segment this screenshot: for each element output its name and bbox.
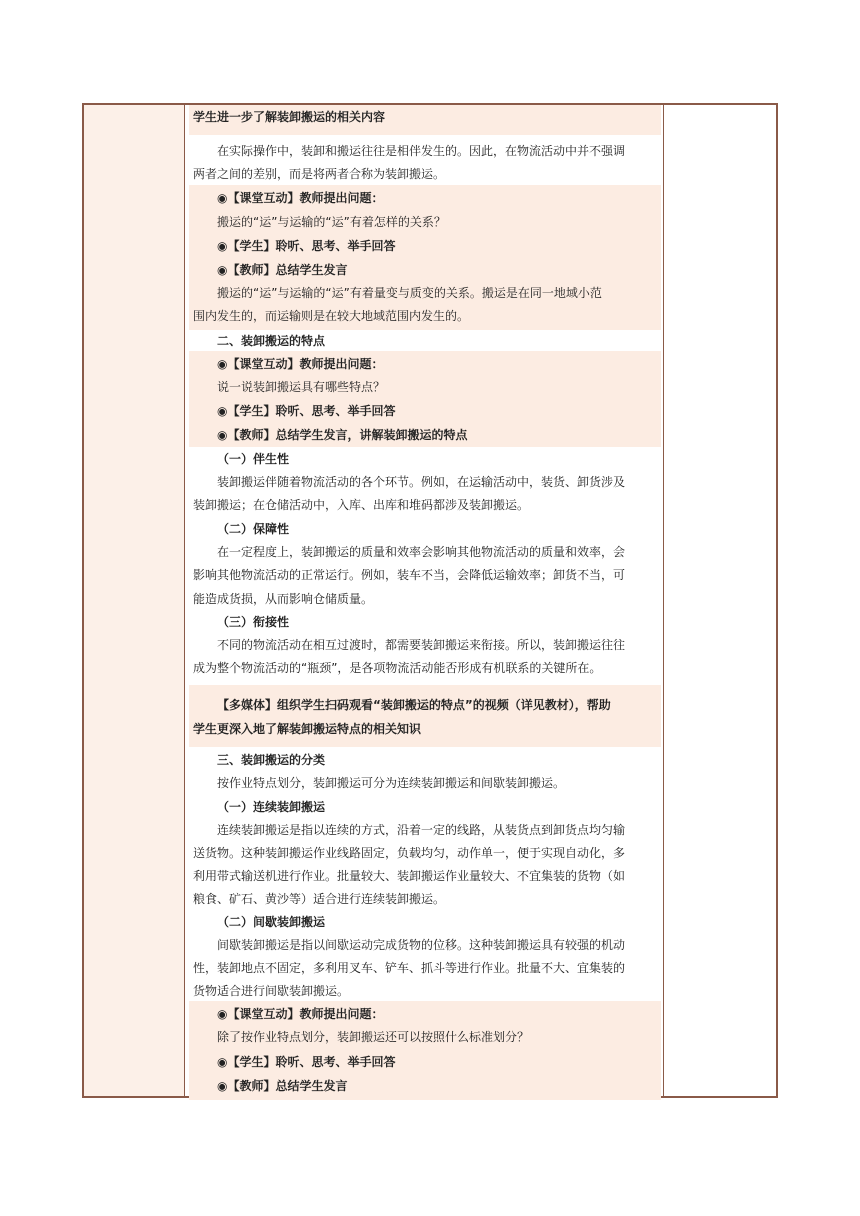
text-line: 粮食、矿石、黄沙等）适合进行连续装卸搬运。 [193, 892, 446, 906]
content-column [185, 105, 666, 1096]
heading-line: ◉【教师】总结学生发言 [217, 1079, 348, 1093]
text-line: 按作业特点划分，装卸搬运可分为连续装卸搬运和间歇装卸搬运。 [217, 776, 566, 790]
left-column [84, 105, 185, 1096]
text-line: 搬运的“运”与运输的“运”有着怎样的关系？ [217, 215, 446, 229]
heading-line: ◉【学生】聆听、思考、举手回答 [217, 1055, 396, 1069]
text-line: 除了按作业特点划分，装卸搬运还可以按照什么标准划分？ [217, 1030, 530, 1044]
text-line: 间歇装卸搬运是指以间歇运动完成货物的位移。这种装卸搬运具有较强的机动 [217, 938, 626, 952]
heading-line: ◉【学生】聆听、思考、举手回答 [217, 239, 396, 253]
heading-line: ◉【教师】总结学生发言 [217, 263, 348, 277]
heading-line: ◉【学生】聆听、思考、举手回答 [217, 404, 396, 418]
heading-line: ◉【课堂互动】教师提出问题： [217, 1007, 384, 1021]
text-line: 影响其他物流活动的正常运行。例如，装车不当，会降低运输效率；卸货不当，可 [193, 568, 626, 582]
text-line: 装卸搬运；在仓储活动中，入库、出库和堆码都涉及装卸搬运。 [193, 498, 530, 512]
text-line: 能造成货损，从而影响仓储质量。 [193, 592, 374, 606]
heading-line: ◉【课堂互动】教师提出问题： [217, 191, 384, 205]
heading-line: （三）衔接性 [217, 615, 290, 629]
lesson-plan-table [82, 103, 778, 1098]
heading-line: ◉【教师】总结学生发言，讲解装卸搬运的特点 [217, 428, 468, 442]
text-line: 利用带式输送机进行作业。批量较大、装卸搬运作业量较大、不宜集装的货物（如 [193, 869, 626, 883]
text-line: 在实际操作中，装卸和搬运往往是相伴发生的。因此，在物流活动中并不强调 [217, 144, 626, 158]
text-line: 两者之间的差别，而是将两者合称为装卸搬运。 [193, 167, 446, 181]
text-line: 货物适合进行间歇装卸搬运。 [193, 984, 350, 998]
text-line: 连续装卸搬运是指以连续的方式，沿着一定的线路，从装货点到卸货点均匀输 [217, 823, 626, 837]
heading-line: 二、装卸搬运的特点 [217, 334, 326, 348]
text-line: 性，装卸地点不固定，多利用叉车、铲车、抓斗等进行作业。批量不大、宜集装的 [193, 961, 626, 975]
heading-line: 【多媒体】组织学生扫码观看“装卸搬运的特点”的视频（详见教材），帮助 [217, 698, 611, 712]
heading-line: （二）保障性 [217, 522, 290, 536]
heading-line: （二）间歇装卸搬运 [217, 915, 326, 929]
heading-line: 学生进一步了解装卸搬运的相关内容 [193, 110, 386, 124]
right-column [663, 105, 776, 1096]
heading-line: 学生更深入地了解装卸搬运特点的相关知识 [193, 722, 422, 736]
text-line: 搬运的“运”与运输的“运”有着量变与质变的关系。搬运是在同一地域小范 [217, 286, 602, 300]
text-line: 送货物。这种装卸搬运作业线路固定，负载均匀，动作单一，便于实现自动化，多 [193, 846, 626, 860]
text-line: 不同的物流活动在相互过渡时，都需要装卸搬运来衔接。所以，装卸搬运往往 [217, 638, 626, 652]
text-line: 在一定程度上，装卸搬运的质量和效率会影响其他物流活动的质量和效率，会 [217, 545, 626, 559]
heading-line: （一）伴生性 [217, 452, 290, 466]
text-line: 说一说装卸搬运具有哪些特点？ [217, 380, 386, 394]
text-line: 装卸搬运伴随着物流活动的各个环节。例如，在运输活动中，装货、卸货涉及 [217, 475, 626, 489]
heading-line: （一）连续装卸搬运 [217, 800, 326, 814]
heading-line: 三、装卸搬运的分类 [217, 753, 326, 767]
text-line: 成为整个物流活动的“瓶颈”，是各项物流活动能否形成有机联系的关键所在。 [193, 661, 602, 675]
heading-line: ◉【课堂互动】教师提出问题： [217, 357, 384, 371]
text-line: 围内发生的，而运输则是在较大地域范围内发生的。 [193, 309, 470, 323]
